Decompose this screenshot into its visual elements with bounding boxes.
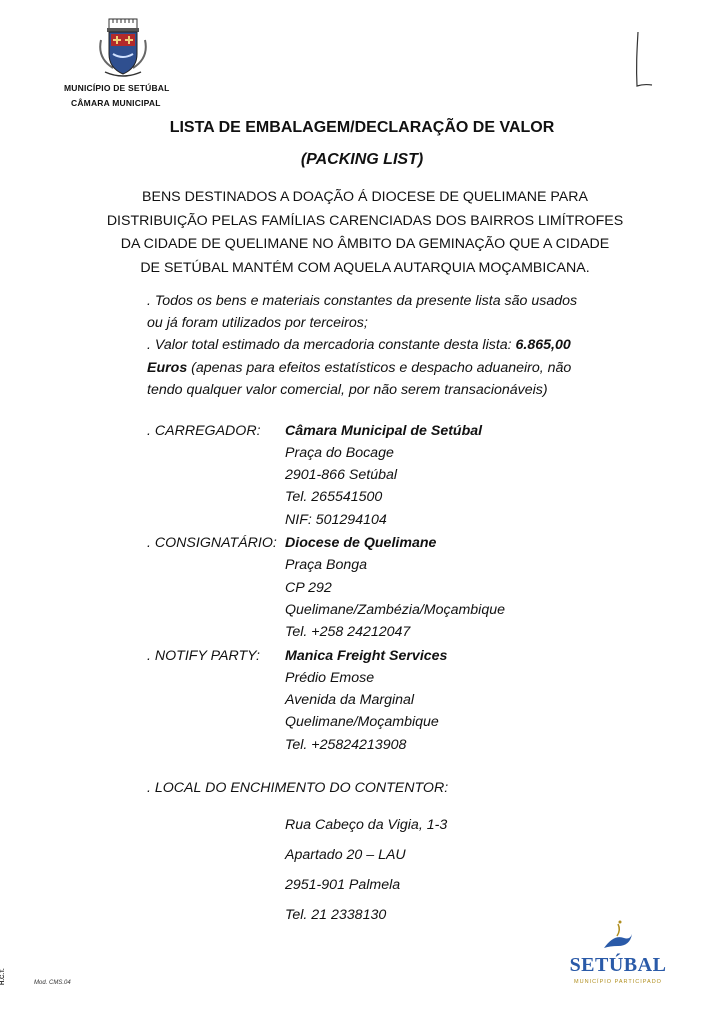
- carregador-line: Praça do Bocage: [285, 445, 394, 461]
- loading-place-line: Tel. 21 2338130: [285, 907, 387, 923]
- intro-line: BENS DESTINADOS A DOAÇÃO Á DIOCESE DE QUELIMANE PARA: [142, 189, 588, 205]
- carregador-line: NIF: 501294104: [285, 512, 387, 528]
- bullet-total-value-cont: Euros (apenas para efeitos estatísticos e despacho aduaneiro, não: [147, 359, 572, 376]
- chamber-name: CÂMARA MUNICIPAL: [71, 98, 161, 108]
- loading-place-line: Rua Cabeço da Vigia, 1-3: [285, 817, 448, 833]
- municipal-crest-icon: [95, 18, 151, 80]
- notify-line: Quelimane/Moçambique: [285, 714, 439, 730]
- handwritten-mark: [630, 30, 654, 94]
- loading-place-line: Apartado 20 – LAU: [285, 847, 406, 863]
- municipality-name: MUNICÍPIO DE SETÚBAL: [64, 83, 170, 93]
- carregador-name: Câmara Municipal de Setúbal: [285, 423, 483, 439]
- carregador-line: Tel. 265541500: [285, 489, 383, 505]
- notify-name: Manica Freight Services: [285, 648, 448, 664]
- carregador-line: 2901-866 Setúbal: [285, 467, 398, 483]
- consignatario-line: Quelimane/Zambézia/Moçambique: [285, 602, 506, 618]
- intro-line: DISTRIBUIÇÃO PELAS FAMÍLIAS CARENCIADAS DOS BAIRROS LIMÍTROFES: [106, 212, 624, 229]
- form-code: Mod. CMS.04: [34, 980, 71, 986]
- bullet-used-goods: . Todos os bens e materiais constantes da presente lista são usados: [147, 293, 578, 309]
- bullet-used-goods-cont: ou já foram utilizados por terceiros;: [147, 315, 368, 332]
- consignatario-name: Diocese de Quelimane: [285, 535, 437, 551]
- logo-tagline: MUNICÍPIO PARTICIPADO: [574, 979, 662, 985]
- notify-line: Tel. +25824213908: [285, 737, 407, 753]
- carregador-label: . CARREGADOR:: [147, 423, 261, 439]
- intro-line: DA CIDADE DE QUELIMANE NO ÂMBITO DA GEMINAÇÃO QUE A CIDADE: [120, 236, 610, 252]
- logo-wordmark: SETÚBAL: [569, 954, 667, 976]
- loading-place-label: . LOCAL DO ENCHIMENTO DO CONTENTOR:: [147, 780, 449, 796]
- bird-logo-icon: [600, 920, 636, 954]
- notify-line: Avenida da Marginal: [285, 692, 415, 708]
- bullet-total-value: . Valor total estimado da mercadoria constante desta lista: 6.865,00: [147, 337, 571, 354]
- loading-place-line: 2951-901 Palmela: [285, 877, 401, 893]
- notify-label: . NOTIFY PARTY:: [147, 648, 260, 664]
- consignatario-line: Tel. +258 24212047: [285, 624, 411, 640]
- intro-paragraph: [95, 186, 635, 280]
- total-value-amount: 6.865,00: [515, 337, 571, 354]
- bullet-total-value-cont2: tendo qualquer valor comercial, por não serem transacionáveis): [147, 381, 548, 398]
- document-subtitle: (PACKING LIST): [300, 151, 424, 168]
- document-title: LISTA DE EMBALAGEM/DECLARAÇÃO DE VALOR: [169, 119, 555, 136]
- intro-line: DE SETÚBAL MANTÉM COM AQUELA AUTARQUIA MOÇAMBICANA.: [140, 259, 590, 276]
- consignatario-label: . CONSIGNATÁRIO:: [147, 535, 277, 551]
- side-code: H.C.T.: [0, 968, 6, 985]
- setubal-logo: [568, 918, 668, 998]
- consignatario-line: CP 292: [285, 580, 332, 596]
- conditions-list: [147, 290, 627, 401]
- total-value-currency: Euros: [147, 359, 188, 376]
- consignatario-line: Praça Bonga: [285, 557, 368, 573]
- notify-line: Prédio Emose: [285, 670, 375, 686]
